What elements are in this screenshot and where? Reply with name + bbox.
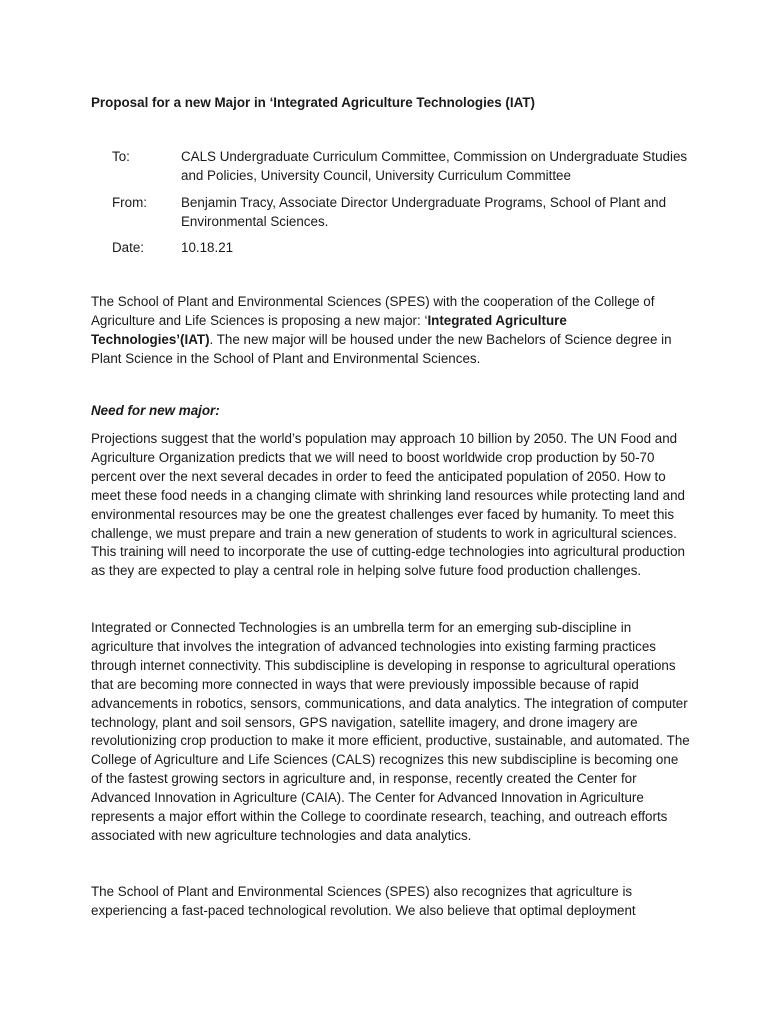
paragraph-spes: The School of Plant and Environmental Sciences (SPES) also recognizes that agriculture is experiencing a fast-paced technological revolution. We also believe that optimal deployment — [91, 884, 636, 918]
need-heading: Need for new major: — [91, 403, 220, 418]
intro-text-end: . The new major will be housed under the new Bachelors of Science degree in Plant Science in the School of Plant and Environmental Sciences. — [91, 331, 672, 366]
intro-paragraph — [91, 293, 691, 369]
document-title: Proposal for a new Major in ‘Integrated Agriculture Technologies (IAT) — [91, 95, 535, 110]
to-label: To: — [112, 149, 130, 164]
to-value: CALS Undergraduate Curriculum Committee, Commission on Undergraduate Studies and Policies, University Council, University Curriculum Committee — [181, 149, 688, 183]
date-label: Date: — [112, 240, 145, 255]
from-value: Benjamin Tracy, Associate Director Undergraduate Programs, School of Plant and Environmental Sciences. — [181, 195, 667, 229]
paragraph-population: Projections suggest that the world’s population may approach 10 billion by 2050. The UN Food and Agriculture Organization predicts that we will need to boost worldwide crop production by 50-70 percent over the next several decades in order to feed the anticipated population of 2050. How to meet these food needs in a changing climate with shrinking land resources while protecting land and environmental resources may be one the greatest challenges ever faced by humanity. To meet this challenge, we must prepare and train a new generation of students to work in agricultural sciences. This training will need to incorporate the use of cutting-edge technologies into agricultural production as they are expected to play a central role in helping solve future food production challenges. — [91, 431, 686, 579]
from-label: From: — [112, 195, 147, 210]
major-name: Integrated Agriculture Technologies’(IAT) — [91, 312, 567, 347]
intro-text-start: The School of Plant and Environmental Sciences (SPES) with the cooperation of the College of Agriculture and Life Sciences is proposing a new major: ‘ — [91, 294, 655, 328]
paragraph-technologies: Integrated or Connected Technologies is an umbrella term for an emerging sub-discipline in agriculture that involves the integration of advanced technologies into existing farming practices through internet connectivity. This subdiscipline is developing in response to agricultural operations that are becoming more connected in ways that were previously impossible because of rapid advancements in robotics, sensors, communications, and data analytics. The integration of computer technology, plant and soil sensors, GPS navigation, satellite imagery, and drone imagery are revolutionizing crop production to make it more efficient, productive, sustainable, and automated. The College of Agriculture and Life Sciences (CALS) recognizes this new subdiscipline is becoming one of the fastest growing sectors in agriculture and, in response, recently created the Center for Advanced Innovation in Agriculture (CAIA). The Center for Advanced Innovation in Agriculture represents a major effort within the College to coordinate research, teaching, and outreach efforts associated with new agriculture technologies and data analytics. — [91, 620, 690, 843]
date-value: 10.18.21 — [181, 240, 234, 255]
